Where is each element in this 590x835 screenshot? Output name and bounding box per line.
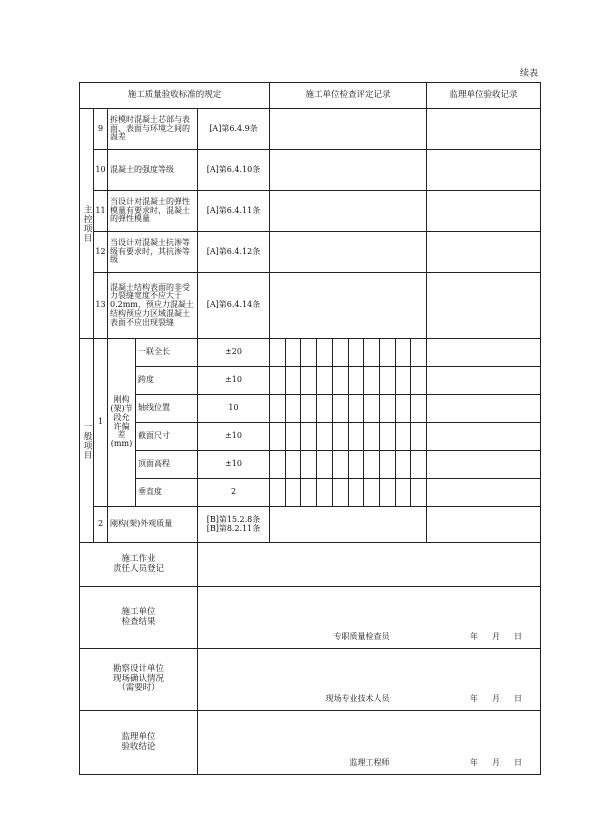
main-item-row [80, 150, 541, 191]
inspection-form-table [79, 82, 541, 775]
item-number: 10 [94, 150, 108, 191]
quality-inspector-label: 专职质量检查员 [333, 632, 390, 642]
supervisor-record-cell[interactable] [427, 451, 541, 479]
item-reference [198, 507, 270, 543]
item-description: 混凝土结构表面的非受力裂缝宽度不应大于0.2mm，预应力混凝土结构预应力区域混凝土表面不应出现裂缝 [108, 273, 198, 339]
tolerance-row [80, 339, 541, 367]
main-control-label: 主控项目 [80, 109, 94, 339]
continued-label: 续表 [519, 69, 538, 79]
tolerance-row [80, 479, 541, 507]
measurement-grid[interactable] [270, 479, 427, 507]
item-reference: [A]第6.4.12条 [198, 232, 270, 273]
supervisor-record-cell[interactable] [427, 367, 541, 395]
tolerance-group-label: 刚构(架)节段允许偏差(mm) [108, 339, 136, 507]
item-number: 9 [94, 109, 108, 150]
tolerance-row [80, 423, 541, 451]
tolerance-value: 10 [198, 395, 270, 423]
contractor-record-cell[interactable] [270, 273, 427, 339]
supervisor-record-cell[interactable] [427, 109, 541, 150]
main-item-row [80, 191, 541, 232]
general-item-row [80, 507, 541, 543]
site-technician-label: 现场专业技术人员 [325, 694, 390, 704]
item-number: 13 [94, 273, 108, 339]
measurement-grid[interactable] [270, 423, 427, 451]
supervisor-record-cell[interactable] [427, 273, 541, 339]
main-item-row [80, 109, 541, 150]
supervisor-record-cell[interactable] [427, 191, 541, 232]
day-label: 日 [514, 694, 522, 704]
header-row [80, 83, 541, 109]
worker-registration-label: 施工作业 责任人员登记 [80, 543, 198, 587]
tolerance-value: ±10 [198, 451, 270, 479]
supervisor-record-cell[interactable] [427, 507, 541, 543]
item-reference: [A]第6.4.10条 [198, 150, 270, 191]
tolerance-item-name: 截面尺寸 [136, 423, 198, 451]
supervising-engineer-label: 监理工程师 [349, 758, 390, 768]
item-description: 刚构(架)外观质量 [108, 507, 198, 543]
month-label: 月 [492, 632, 500, 642]
contractor-check-label: 施工单位 检查结果 [80, 587, 198, 649]
item-number: 11 [94, 191, 108, 232]
general-label: 一般项目 [80, 339, 94, 543]
tolerance-value: ±10 [198, 367, 270, 395]
tolerance-row [80, 451, 541, 479]
supervisor-record-cell[interactable] [427, 339, 541, 367]
header-supervisor: 监理单位验收记录 [427, 83, 541, 109]
supervisor-record-cell[interactable] [427, 150, 541, 191]
supervisor-record-cell[interactable] [427, 232, 541, 273]
item-number: 2 [94, 507, 108, 543]
item-reference-line: [B]第8.2.11条 [206, 523, 261, 533]
tolerance-row [80, 395, 541, 423]
contractor-record-cell[interactable] [270, 109, 427, 150]
header-standard: 施工质量验收标准的规定 [80, 83, 270, 109]
supervisor-conclusion-row [80, 711, 541, 775]
item-reference: [A]第6.4.14条 [198, 273, 270, 339]
measurement-grid[interactable] [270, 395, 427, 423]
supervisor-conclusion-field[interactable] [198, 711, 541, 775]
supervisor-conclusion-label: 监理单位 验收结论 [80, 711, 198, 775]
supervisor-record-cell[interactable] [427, 479, 541, 507]
contractor-check-row [80, 587, 541, 649]
tolerance-value: 2 [198, 479, 270, 507]
item-description: 混凝土的强度等级 [108, 150, 198, 191]
item-reference-line: [B]第15.2.8条 [206, 514, 261, 524]
tolerance-value: ±10 [198, 423, 270, 451]
item-reference: [A]第6.4.11条 [198, 191, 270, 232]
design-confirm-label: 勘察设计单位 现场确认情况 （需要时） [80, 649, 198, 711]
day-label: 日 [514, 758, 522, 768]
year-label: 年 [470, 632, 478, 642]
contractor-record-cell[interactable] [270, 232, 427, 273]
measurement-grid[interactable] [270, 339, 427, 367]
tolerance-item-name: 跨度 [136, 367, 198, 395]
day-label: 日 [514, 632, 522, 642]
main-item-row [80, 273, 541, 339]
tolerance-item-name: 顶面高程 [136, 451, 198, 479]
contractor-check-field[interactable] [198, 587, 541, 649]
worker-registration-field[interactable] [198, 543, 541, 587]
item-reference: [A]第6.4.9条 [198, 109, 270, 150]
measurement-grid[interactable] [270, 367, 427, 395]
item-description: 拆模时混凝土芯部与表面、表面与环境之间的温差 [108, 109, 198, 150]
contractor-record-cell[interactable] [270, 507, 427, 543]
tolerance-row [80, 367, 541, 395]
tolerance-item-name: 垂直度 [136, 479, 198, 507]
supervisor-record-cell[interactable] [427, 395, 541, 423]
item-number: 12 [94, 232, 108, 273]
header-contractor: 施工单位检查评定记录 [270, 83, 427, 109]
month-label: 月 [492, 758, 500, 768]
tolerance-value: ±20 [198, 339, 270, 367]
item-number: 1 [94, 339, 108, 507]
supervisor-record-cell[interactable] [427, 423, 541, 451]
year-label: 年 [470, 758, 478, 768]
worker-registration-row [80, 543, 541, 587]
year-label: 年 [470, 694, 478, 704]
design-confirm-row [80, 649, 541, 711]
main-item-row [80, 232, 541, 273]
item-description: 当设计对混凝土的弹性模量有要求时，混凝土的弹性模量 [108, 191, 198, 232]
tolerance-item-name: 轴线位置 [136, 395, 198, 423]
contractor-record-cell[interactable] [270, 150, 427, 191]
month-label: 月 [492, 694, 500, 704]
design-confirm-field[interactable] [198, 649, 541, 711]
measurement-grid[interactable] [270, 451, 427, 479]
contractor-record-cell[interactable] [270, 191, 427, 232]
tolerance-item-name: 一联全长 [136, 339, 198, 367]
item-description: 当设计对混凝土抗渗等级有要求时，其抗渗等级 [108, 232, 198, 273]
